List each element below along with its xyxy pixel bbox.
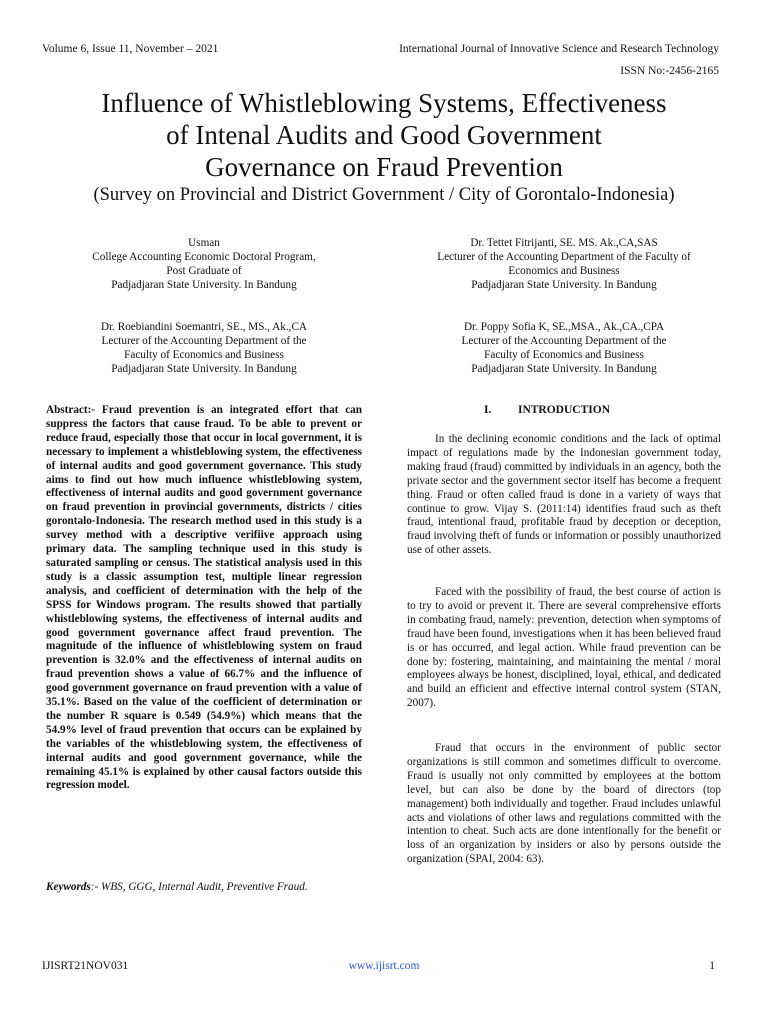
footer-paper-code: IJISRT21NOV031 [42, 960, 129, 972]
body-paragraph: In the declining economic conditions and the lack of optimal impact of regulations made by the Indonesian government today, making fraud (fraud) committed by individuals in an agency, both the private sector and the government sector itself has become a frequent thing. Fraud or often called fraud is done in a variety of ways that continue to grow. Vijay S. (2011:14) identifies fraud such as theft fraud, intentional fraud, profitable fraud by deception or deception, fraud involving theft of funds or information or possibly unauthorized use of other assets. [407, 433, 721, 557]
page-number: 1 [709, 960, 715, 972]
author-affiliation: Padjadjaran State University. In Bandung [111, 279, 297, 291]
author-block [46, 236, 362, 292]
author-affiliation: Padjadjaran State University. In Bandung [111, 363, 297, 375]
author-name: Dr. Tettet Fitrijanti, SE. MS. Ak.,CA,SAS [470, 237, 658, 249]
author-affiliation: Padjadjaran State University. In Bandung [471, 279, 657, 291]
author-affiliation: Lecturer of the Accounting Department of the [101, 335, 307, 347]
keywords-label: Keywords [46, 881, 91, 893]
keywords [46, 880, 362, 894]
author-block [46, 320, 362, 376]
paper-subtitle: (Survey on Provincial and District Government / City of Gorontalo-Indonesia) [93, 185, 675, 205]
title-line: Influence of Whistleblowing Systems, Effectiveness [101, 88, 667, 118]
title-line: Governance on Fraud Prevention [205, 152, 563, 182]
author-affiliation: Post Graduate of [166, 265, 242, 277]
abstract: Abstract:- Fraud prevention is an integrated effort that can suppress the factors that cause fraud. To be able to prevent or reduce fraud, especially those that occur in local government, it is necessary to implement a whistleblowing system, the effectiveness of internal audits and good government governance. This study aims to find out how much influence whistleblowing system, effectiveness of internal audits and good government governance on fraud prevention in provincial governments, districts / cities gorontalo-Indonesia. The research method used in this study is a survey method with a descriptive verifiive approach using primary data. The sampling technique used in this study is saturated sampling or census. The statistical analysis used in this study is a classic assumption test, multiple linear regression analysis, and coefficient of determination with the help of the SPSS for Windows program. The results showed that partially whistleblowing systems, the effectiveness of internal audits and good government governance affect fraud prevention. The magnitude of the influence of whistleblowing system on fraud prevention is 32.0% and the effectiveness of internal audits on fraud prevention shows a value of 66.7% and the influence of good government governance on fraud prevention with a value of 35.1%. Based on the value of the coefficient of determination or the number R square is 0.549 (54.9%) which means that the 54.9% level of fraud prevention that occurs can be explained by the variables of the whistleblowing system, the effectiveness of internal audits and good government governance, while the remaining 45.1% is explained by other causal factors outside this regression model. [46, 404, 362, 792]
author-affiliation: Faculty of Economics and Business [484, 349, 644, 361]
footer-url-link[interactable]: www.ijisrt.com [348, 960, 420, 972]
section-number: I. [484, 404, 492, 416]
journal-name: International Journal of Innovative Science and Research Technology [399, 43, 719, 55]
paper-title [30, 87, 738, 183]
author-name: Dr. Poppy Sofia K, SE.,MSA., Ak.,CA.,CPA [463, 321, 665, 333]
author-affiliation: Padjadjaran State University. In Bandung [471, 363, 657, 375]
author-affiliation: Lecturer of the Accounting Department of the Faculty of [437, 251, 691, 263]
author-affiliation: College Accounting Economic Doctoral Program, [92, 251, 316, 263]
author-affiliation: Lecturer of the Accounting Department of the [461, 335, 667, 347]
author-name: Dr. Roebiandini Soemantri, SE., MS., Ak.,CA [100, 321, 308, 333]
author-affiliation: Economics and Business [508, 265, 620, 277]
author-block [407, 236, 721, 292]
journal-issn: ISSN No:-2456-2165 [620, 65, 719, 77]
author-name: Usman [188, 237, 220, 249]
section-title: INTRODUCTION [517, 404, 610, 416]
author-affiliation: Faculty of Economics and Business [124, 349, 284, 361]
title-line: of Intenal Audits and Good Government [166, 120, 602, 150]
keywords-text: :- WBS, GGG, Internal Audit, Preventive Fraud. [90, 881, 308, 893]
section-heading [407, 404, 721, 416]
journal-volume: Volume 6, Issue 11, November – 2021 [42, 43, 219, 55]
body-paragraph: Fraud that occurs in the environment of public sector organizations is still common and sometimes difficult to overcome. Fraud is usually not only committed by employees at the bottom level, but can also be done by the board of directors (top management) both individually and together. Fraud includes unlawful acts and violations of other laws and regulations committed with the intention to cheat. Such acts are done intentionally for the benefit or loss of an organization by insiders or also by persons outside the organization (SPAI, 2004: 63). [407, 742, 721, 866]
author-block [407, 320, 721, 376]
body-paragraph: Faced with the possibility of fraud, the best course of action is to try to avoid or prevent it. There are several comprehensive efforts in combating fraud, namely: prevention, detection when symptoms of fraud have been found, investigations when it has been believed fraud is or has occurred, and legal action. While fraud prevention can be done by: fostering, maintaining, and maintaining the mental / moral employees always be honest, disciplined, loyal, ethical, and dedicated and build an efficient and effective internal control system (STAN, 2007). [407, 586, 721, 710]
